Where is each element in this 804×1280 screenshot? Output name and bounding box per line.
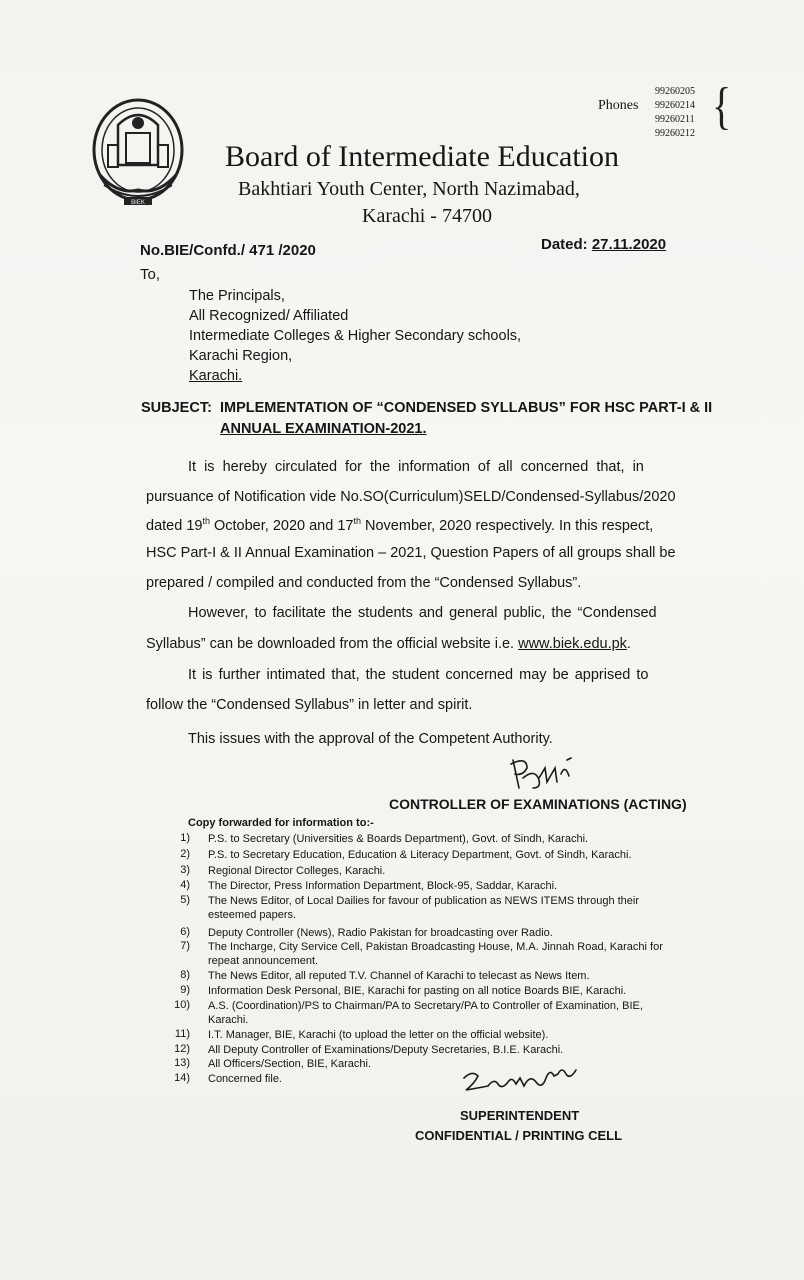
body-line: This issues with the approval of the Competent Authority.	[188, 731, 553, 747]
body-line: It is hereby circulated for the information of all concerned that, in	[188, 459, 644, 475]
copy-item-number: 12)	[174, 1043, 190, 1055]
body-text: Syllabus” can be downloaded from the official website i.e.	[146, 636, 519, 652]
copy-item-number: 8)	[180, 969, 190, 981]
body-line: pursuance of Notification vide No.SO(Curriculum)SELD/Condensed-Syllabus/2020	[146, 489, 676, 505]
org-address-line1: Bakhtiari Youth Center, North Nazimabad,	[238, 178, 580, 200]
copy-item-text: All Officers/Section, BIE, Karachi.	[208, 1058, 372, 1070]
phone-number: 99260205	[655, 86, 695, 97]
org-address-line2: Karachi - 74700	[362, 205, 492, 227]
body-line	[146, 516, 653, 534]
board-logo-emblem	[88, 95, 188, 215]
superintendent-title: SUPERINTENDENT	[460, 1108, 580, 1123]
body-line: follow the “Condensed Syllabus” in letter and spirit.	[146, 697, 473, 713]
superintendent-signature	[458, 1060, 588, 1100]
recipient-line: Karachi.	[189, 368, 243, 384]
copy-item-text: Regional Director Colleges, Karachi.	[208, 865, 386, 877]
copy-item-text: Information Desk Personal, BIE, Karachi for pasting on all notice Boards BIE, Karachi.	[208, 985, 627, 997]
recipient-line: All Recognized/ Affiliated	[189, 308, 349, 324]
body-text: November, 2020 respectively. In this respect,	[360, 517, 654, 534]
svg-text:BIEK: BIEK	[131, 200, 145, 206]
copy-item-text: I.T. Manager, BIE, Karachi (to upload the letter on the official website).	[208, 1029, 549, 1041]
copy-item-number: 6)	[180, 926, 190, 938]
reference-number: No.BIE/Confd./ 471 /2020	[140, 242, 316, 259]
copy-item-number: 5)	[180, 894, 190, 906]
copy-item-number: 7)	[180, 940, 190, 952]
phone-number: 99260212	[655, 128, 695, 139]
dated	[541, 236, 666, 253]
body-line: HSC Part-I & II Annual Examination – 2021, Question Papers of all groups shall be	[146, 545, 676, 561]
copy-item-text: The Incharge, City Service Cell, Pakistan Broadcasting House, M.A. Jinnah Road, Karachi for repeat announcement.	[208, 941, 663, 967]
controller-title: CONTROLLER OF EXAMINATIONS (ACTING)	[389, 796, 687, 812]
body-line: However, to facilitate the students and general public, the “Condensed	[188, 605, 657, 621]
subject-label: SUBJECT:	[141, 400, 212, 416]
to-label: To,	[140, 266, 161, 283]
copy-item-text: A.S. (Coordination)/PS to Chairman/PA to Secretary/PA to Controller of Examination, BIE, Karachi.	[208, 1000, 643, 1026]
copy-item-text: Deputy Controller (News), Radio Pakistan for broadcasting over Radio.	[208, 927, 553, 939]
body-line	[146, 636, 631, 652]
dated-label: Dated:	[541, 236, 592, 253]
copy-item-number: 1)	[180, 832, 190, 844]
copy-item-text: The News Editor, of Local Dailies for favour of publication as NEWS ITEMS through their esteemed papers.	[208, 895, 640, 921]
cell-title: CONFIDENTIAL / PRINTING CELL	[415, 1128, 623, 1143]
phones-label: Phones	[598, 98, 639, 113]
phones-brace-icon: {	[712, 76, 732, 135]
recipient-line: Karachi Region,	[189, 348, 293, 364]
body-text: .	[626, 636, 631, 652]
copy-item-number: 2)	[180, 848, 190, 860]
copy-item-number: 11)	[174, 1028, 190, 1040]
phone-number: 99260211	[655, 114, 695, 125]
copy-item-number: 3)	[180, 864, 190, 876]
copy-item-text: P.S. to Secretary Education, Education & Literacy Department, Govt. of Sindh, Karachi.	[208, 849, 632, 861]
website-link[interactable]: www.biek.edu.pk	[518, 636, 627, 652]
copy-item-number: 10)	[174, 999, 190, 1011]
copy-item-number: 9)	[180, 984, 190, 996]
recipient-line: Intermediate Colleges & Higher Secondary schools,	[189, 328, 522, 344]
body-text: dated 19	[146, 517, 203, 534]
recipient-line: The Principals,	[189, 288, 285, 304]
superscript: th	[202, 516, 210, 526]
copy-item-text: All Deputy Controller of Examinations/Deputy Secretaries, B.I.E. Karachi.	[208, 1044, 564, 1056]
phone-number: 99260214	[655, 100, 695, 111]
controller-signature	[505, 754, 585, 796]
copy-item-text: P.S. to Secretary (Universities & Boards Department), Govt. of Sindh, Karachi.	[208, 833, 589, 845]
org-name: Board of Intermediate Education	[225, 140, 620, 173]
copy-item-text: Concerned file.	[208, 1073, 282, 1085]
copy-item-text: The News Editor, all reputed T.V. Channel of Karachi to telecast as News Item.	[208, 970, 590, 982]
body-text: October, 2020 and 17	[209, 517, 354, 534]
copy-forwarded-heading: Copy forwarded for information to:-	[188, 817, 374, 829]
superscript: th	[353, 516, 361, 526]
body-line: It is further intimated that, the student concerned may be apprised to	[188, 667, 649, 683]
date-value: 27.11.2020	[591, 236, 667, 253]
copy-item-text: The Director, Press Information Department, Block-95, Saddar, Karachi.	[208, 880, 558, 892]
copy-item-number: 13)	[174, 1057, 190, 1069]
subject-line2: ANNUAL EXAMINATION-2021.	[220, 421, 427, 437]
copy-item-number: 4)	[180, 879, 190, 891]
subject-line1: IMPLEMENTATION OF “CONDENSED SYLLABUS” FOR HSC PART-I & II	[220, 400, 713, 416]
copy-item-number: 14)	[174, 1072, 190, 1084]
body-line: prepared / compiled and conducted from the “Condensed Syllabus”.	[146, 575, 582, 591]
